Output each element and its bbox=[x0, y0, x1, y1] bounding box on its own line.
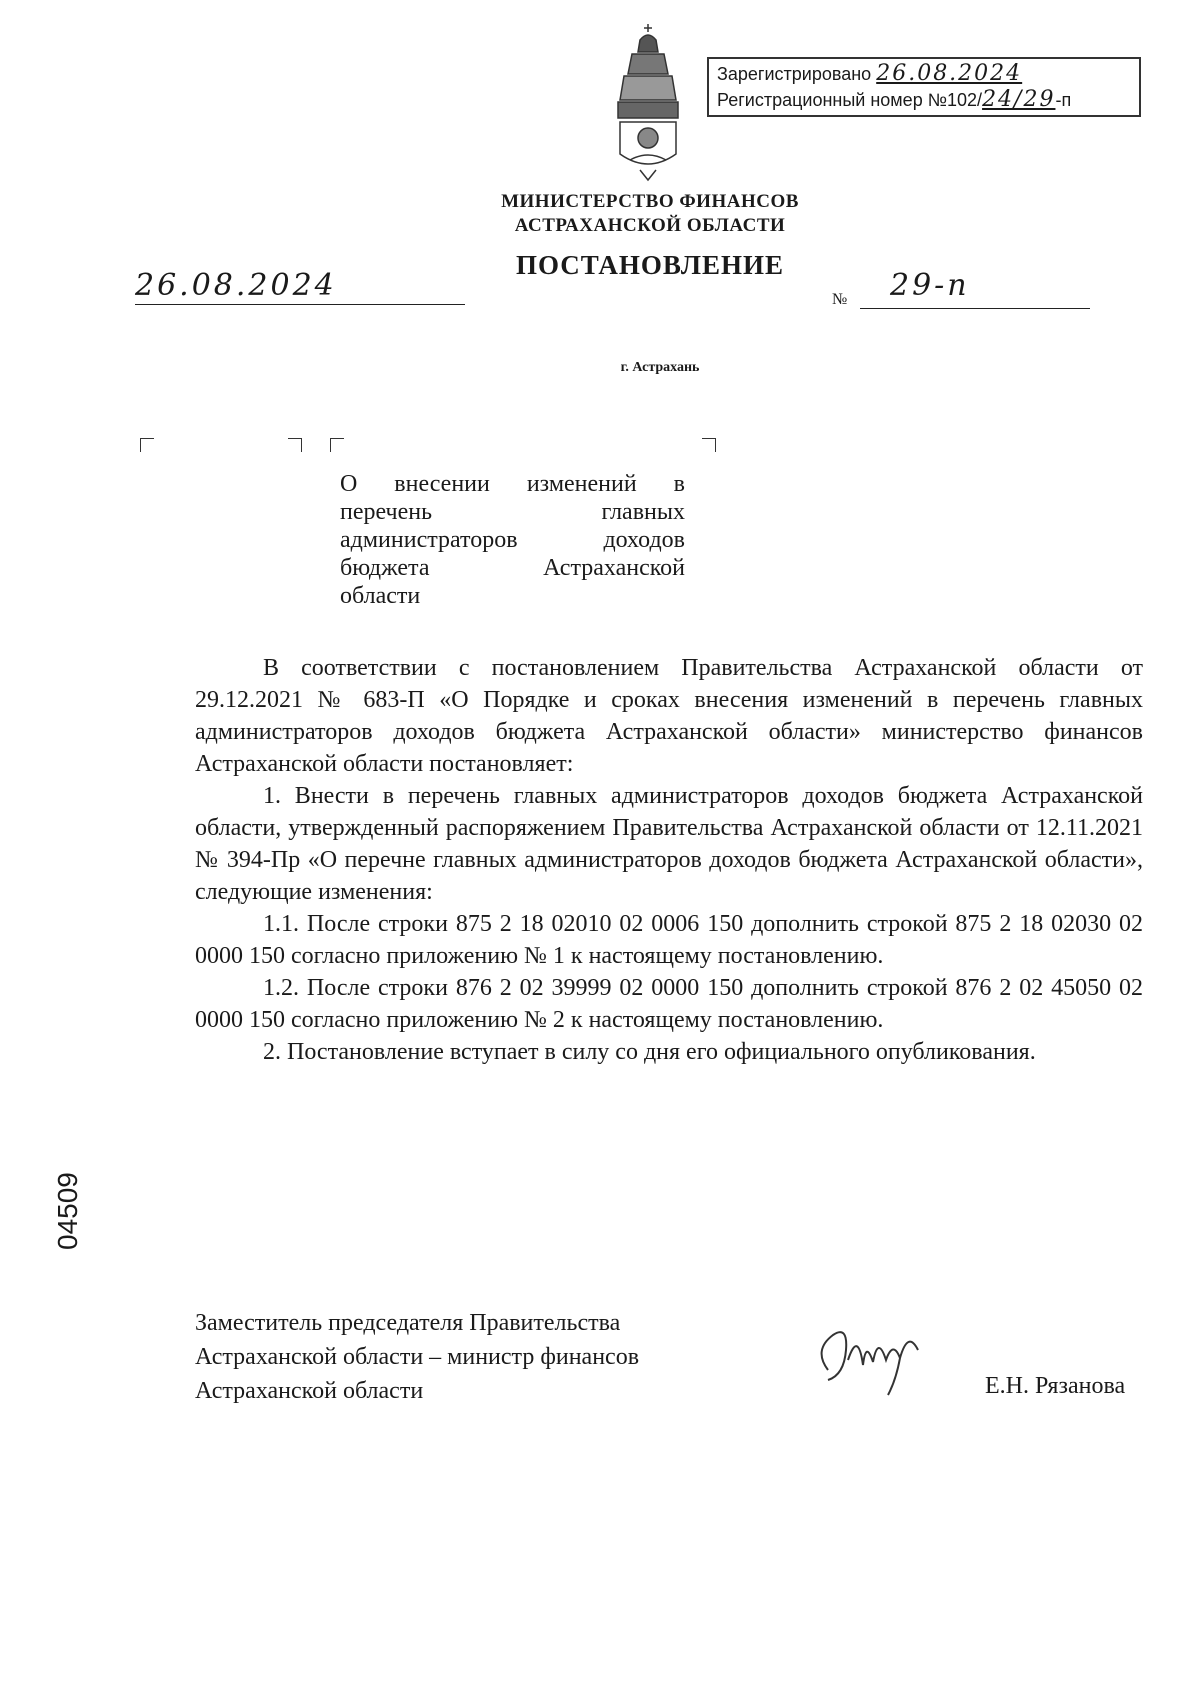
date-field bbox=[135, 268, 465, 305]
stamp-registered-row bbox=[717, 61, 1131, 87]
subject-line: администраторов доходов bbox=[340, 527, 685, 553]
signatory-title-line: Астраханской области – министр финансов bbox=[195, 1344, 640, 1370]
document-body bbox=[195, 652, 1143, 1068]
body-paragraph: 1.2. После строки 876 2 02 39999 02 0000 150 дополнить строкой 876 2 02 45050 02 0000 150 согласно приложению № 2 к настоящему постановлению. bbox=[195, 975, 1143, 1033]
bracket-corner bbox=[288, 438, 302, 452]
stamp-registered-label: Зарегистрировано bbox=[717, 64, 872, 84]
subject-line: области bbox=[340, 583, 421, 609]
registration-stamp bbox=[707, 57, 1141, 117]
number-label: № bbox=[832, 291, 848, 308]
ministry-line-2: АСТРАХАНСКОЙ ОБЛАСТИ bbox=[514, 215, 786, 236]
signatory-title-line: Заместитель председателя Правительства bbox=[195, 1310, 621, 1336]
signatory-title-line: Астраханской области bbox=[195, 1378, 424, 1404]
stamp-reg-number-suffix: -п bbox=[1055, 90, 1072, 110]
margin-code: 04509 bbox=[52, 1172, 83, 1250]
ministry-line-1: МИНИСТЕРСТВО ФИНАНСОВ bbox=[501, 191, 799, 212]
ministry-name bbox=[420, 190, 880, 238]
signatory-name: Е.Н. Рязанова bbox=[985, 1373, 1126, 1399]
signatory-title bbox=[195, 1306, 795, 1408]
body-paragraph: 2. Постановление вступает в силу со дня его официального опубликования. bbox=[263, 1039, 1036, 1065]
subject-line: перечень главных bbox=[340, 499, 685, 525]
document-number: 29-п bbox=[890, 268, 970, 303]
handwritten-signature bbox=[808, 1320, 938, 1400]
stamp-reg-number-hand: 24/29 bbox=[982, 87, 1056, 112]
stamp-reg-number-row bbox=[717, 87, 1131, 113]
document-subject bbox=[340, 470, 685, 610]
stamp-reg-number-label: Регистрационный номер №102/ bbox=[717, 90, 983, 110]
bracket-corner bbox=[140, 438, 154, 452]
document-type: ПОСТАНОВЛЕНИЕ bbox=[515, 250, 785, 280]
stamp-registered-date: 26.08.2024 bbox=[876, 61, 1023, 86]
body-paragraph: 1.1. После строки 875 2 18 02010 02 0006 150 дополнить строкой 875 2 18 02030 02 0000 150 согласно приложению № 1 к настоящему постановлению. bbox=[195, 911, 1143, 969]
subject-line: бюджета Астраханской bbox=[340, 555, 685, 581]
coat-of-arms-icon bbox=[610, 22, 686, 182]
subject-line: О внесении изменений в bbox=[340, 471, 685, 497]
body-paragraph: 1. Внести в перечень главных администраторов доходов бюджета Астраханской области, утвержденный распоряжением Правительства Астраханской области от 12.11.2021 № 394-Пр «О перечне главных администраторов доходов бюджета Астраханской области», следующие изменения: bbox=[195, 783, 1143, 905]
bracket-corner bbox=[330, 438, 344, 452]
bracket-corner bbox=[702, 438, 716, 452]
body-paragraph: В соответствии с постановлением Правительства Астраханской области от 29.12.2021 № 683-П «О Порядке и сроках внесения изменений в перечень главных администраторов доходов бюджета Астраханской области» министерство финансов Астраханской области постановляет: bbox=[195, 655, 1143, 777]
number-field bbox=[860, 268, 1090, 309]
city-name: г. Астрахань bbox=[620, 360, 700, 375]
document-date: 26.08.2024 bbox=[135, 268, 337, 303]
